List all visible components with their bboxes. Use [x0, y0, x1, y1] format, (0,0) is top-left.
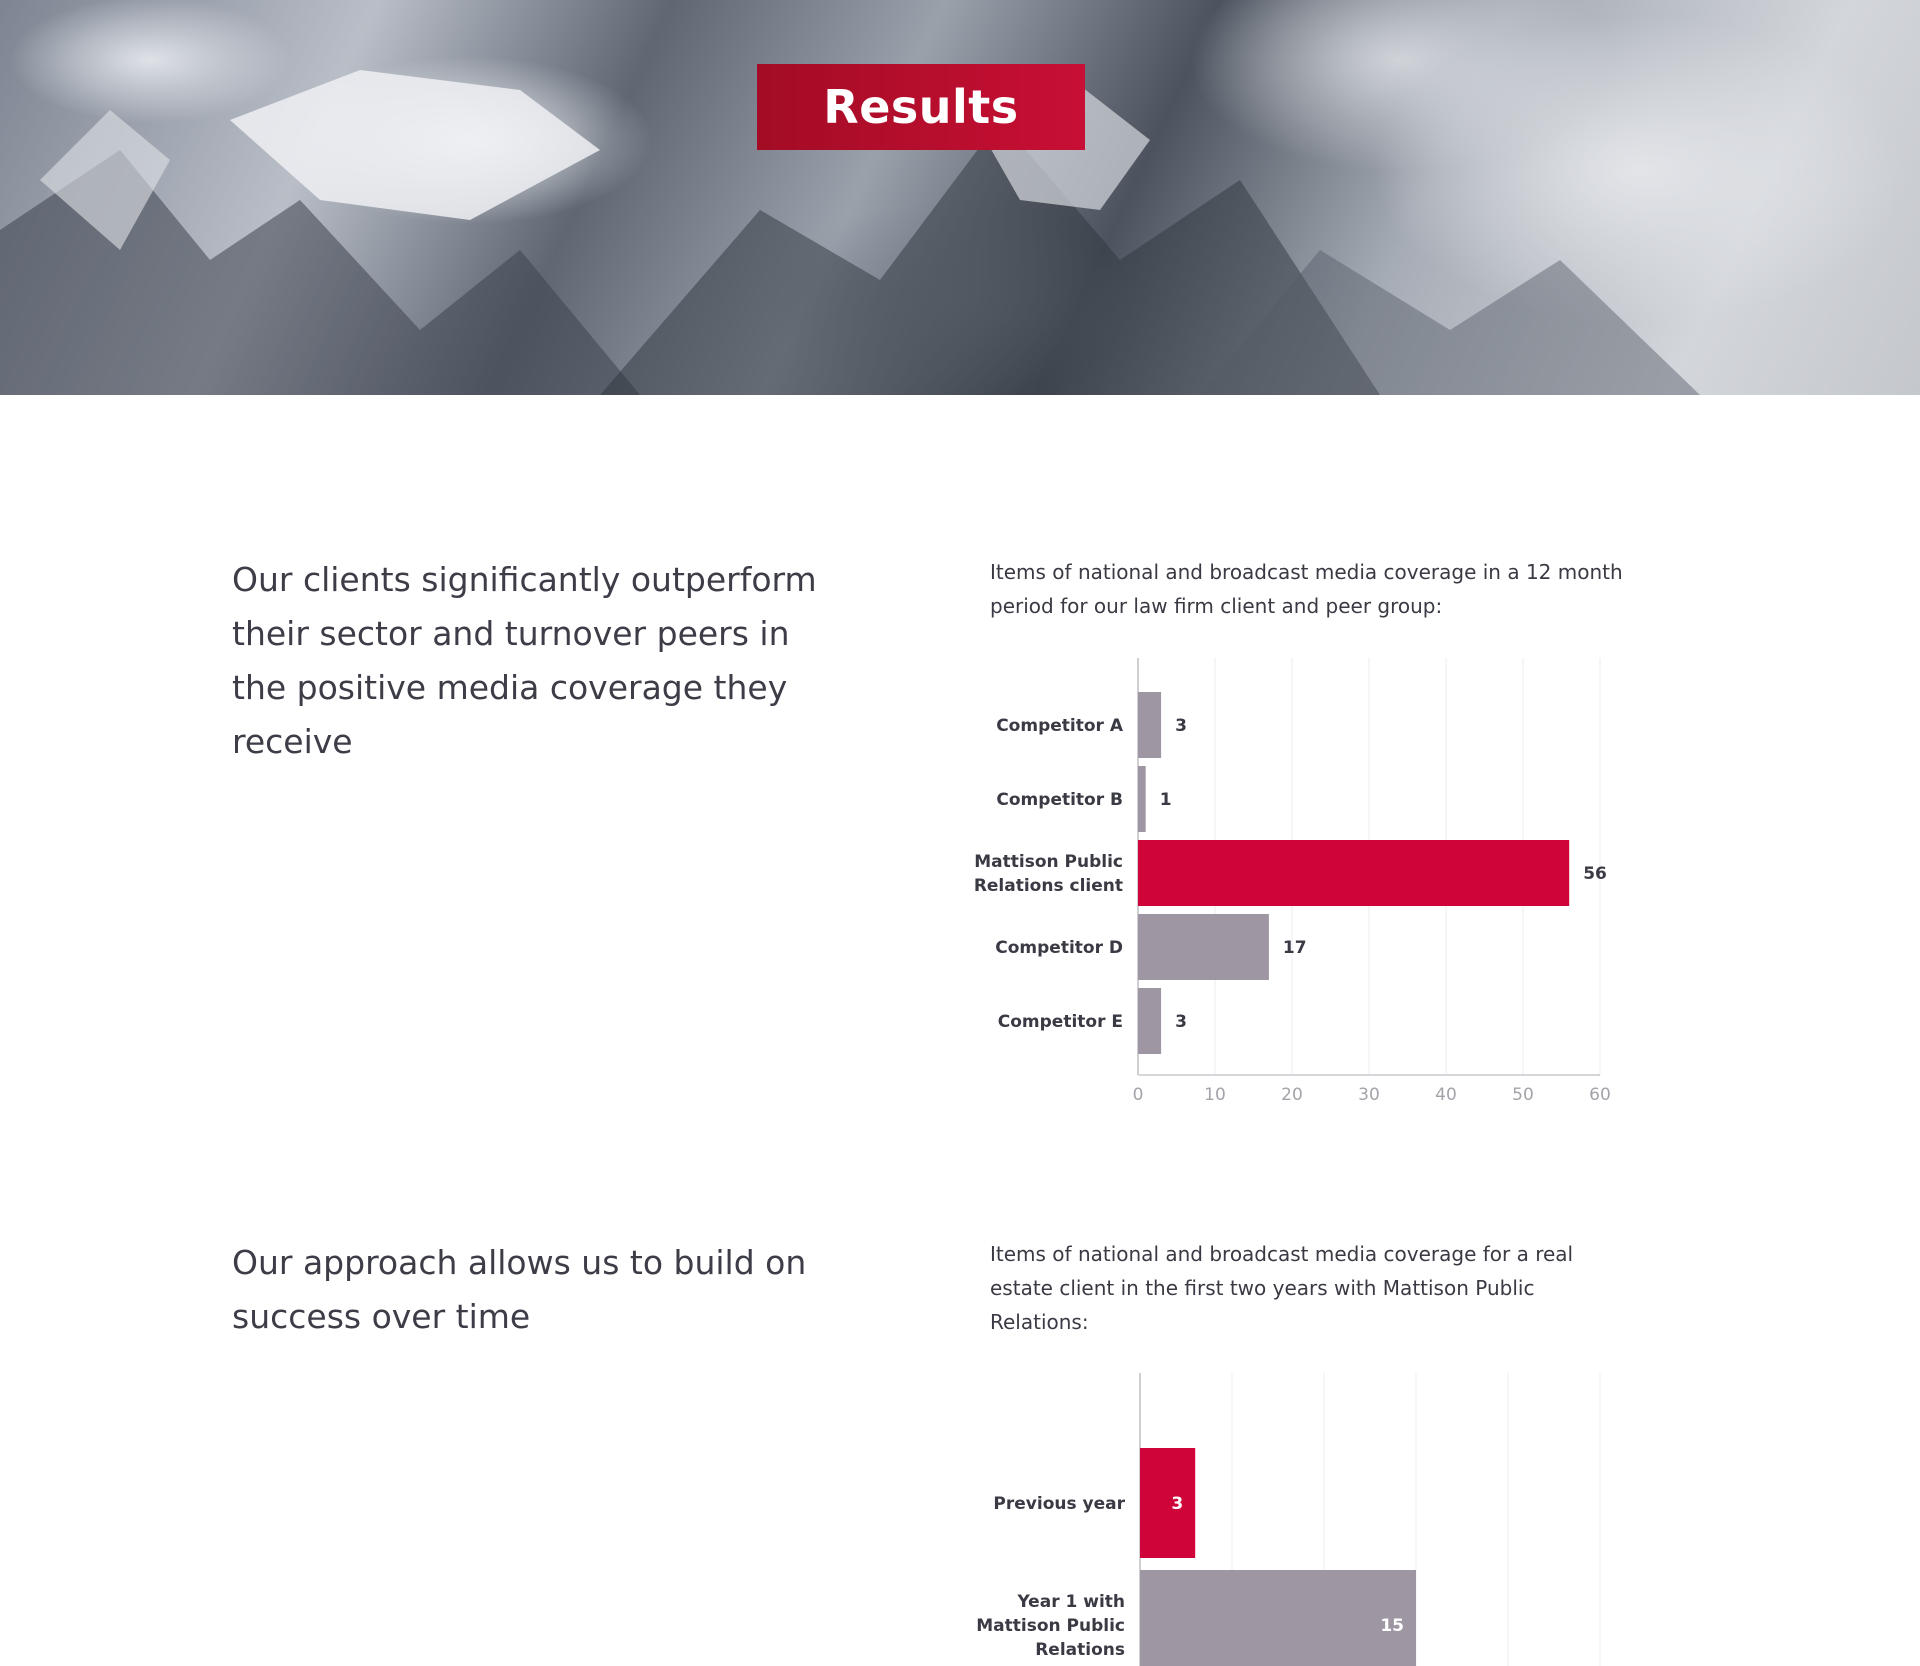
x-tick-label: 30	[1358, 1085, 1380, 1105]
x-tick-label: 40	[1435, 1085, 1457, 1105]
category-label: Competitor B	[996, 790, 1123, 810]
category-label: Mattison Public Relations client	[973, 852, 1123, 896]
chart-peer-coverage	[970, 650, 1630, 1110]
x-tick-label: 10	[1204, 1085, 1226, 1105]
bar-value-label: 15	[1380, 1616, 1404, 1636]
category-label: Previous year	[993, 1494, 1125, 1514]
bar	[1138, 840, 1569, 906]
mountain-image	[0, 0, 1920, 395]
bar-value-label: 3	[1175, 1012, 1187, 1032]
chart-caption-real-estate: Items of national and broadcast media coverage for a real estate client in the first two years with Mattison Public Relations:	[990, 1242, 1574, 1334]
bar-value-label: 17	[1282, 938, 1307, 958]
hero-title-box	[757, 64, 1085, 150]
x-tick-label: 0	[1132, 1085, 1144, 1105]
bar	[1138, 988, 1161, 1054]
bar-value-label: 56	[1583, 864, 1607, 884]
bar	[1138, 914, 1269, 980]
bar-value-label: 3	[1171, 1494, 1184, 1514]
section-heading-build-success: Our approach allows us to build on success over time	[232, 1243, 807, 1336]
category-label: Competitor E	[997, 1012, 1123, 1032]
chart-real-estate-coverage	[970, 1365, 1630, 1666]
bar-value-label: 1	[1159, 790, 1172, 810]
category-label: Competitor A	[996, 716, 1123, 736]
bar	[1140, 1570, 1416, 1666]
bar	[1138, 692, 1161, 758]
bar-value-label: 3	[1175, 716, 1187, 736]
x-tick-label: 60	[1589, 1085, 1611, 1105]
page-title: Results	[823, 80, 1019, 134]
x-tick-label: 50	[1512, 1085, 1534, 1105]
chart-caption-peer-group: Items of national and broadcast media coverage in a 12 month period for our law firm client and peer group:	[990, 560, 1623, 618]
x-tick-label: 20	[1281, 1085, 1303, 1105]
category-label: Year 1 with Mattison Public Relations	[976, 1592, 1125, 1660]
hero-banner	[0, 0, 1920, 395]
category-label: Competitor D	[995, 938, 1123, 958]
bar	[1140, 1448, 1195, 1558]
section-heading-outperform: Our clients significantly outperform their sector and turnover peers in the positive media coverage they receive	[232, 560, 817, 761]
bar	[1138, 766, 1146, 832]
